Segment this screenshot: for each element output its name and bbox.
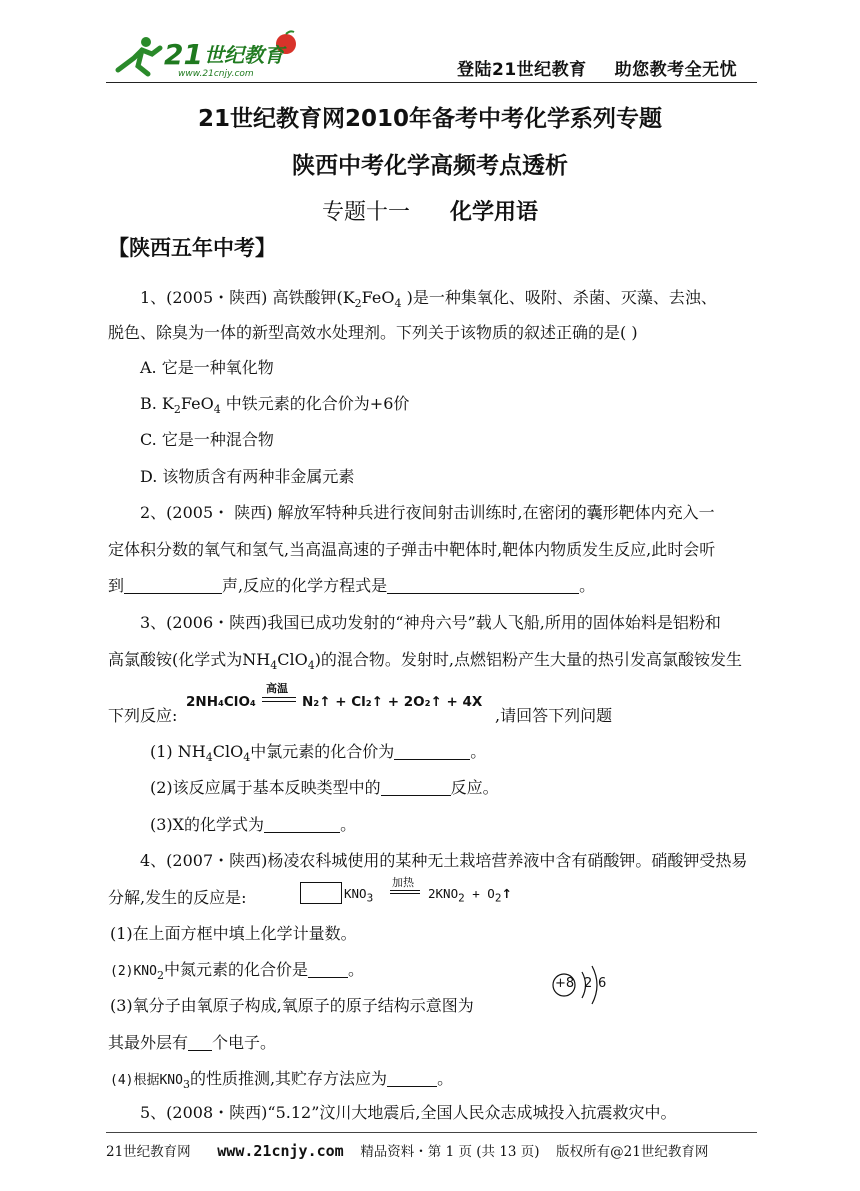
q1-option-d: D. 该物质含有两种非金属元素 [140, 467, 355, 486]
q3-sub2: (2)该反应属于基本反映类型中的 反应。 [150, 778, 499, 797]
equation-lhs: 2NH₄ClO₄ [186, 694, 256, 710]
footer-site: 21世纪教育网 [106, 1144, 191, 1160]
q1-option-a: A. 它是一种氧化物 [140, 358, 274, 377]
q1-option-b: B. $K_2FeO_4$ 中铁元素的化合价为+6价 [140, 394, 410, 417]
q3-sub1: (1) $NH_4ClO_4$中氯元素的化合价为 。 [150, 742, 487, 765]
blank[interactable] [387, 577, 579, 594]
q4-sub1: (1)在上面方框中填上化学计量数。 [110, 924, 357, 943]
atom-nucleus: +8 [555, 976, 575, 991]
sub-title: 陕西中考化学高频考点透析 [292, 153, 568, 179]
equation-rhs: N₂↑ + Cl₂↑ + 2O₂↑ + 4X [302, 694, 483, 710]
svg-text:世纪教育: 世纪教育 [204, 43, 284, 67]
atom-shell-1: 2 [584, 976, 593, 991]
main-title: 21世纪教育网2010年备考中考化学系列专题 [197, 106, 663, 132]
slogan-left: 登陆21世纪教育 [457, 60, 587, 80]
blank[interactable] [308, 961, 348, 978]
q4-sub4: (4)根据$KNO_3$的性质推测,其贮存方法应为 。 [110, 1069, 454, 1092]
blank[interactable] [188, 1034, 212, 1051]
atom-shell-2: 6 [598, 976, 607, 991]
slogan-right: 助您教考全无忧 [614, 60, 738, 80]
q4-equation [300, 876, 530, 906]
q4-line1: 4、(2007・陕西)杨凌农科城使用的某种无土栽培营养液中含有硝酸钾。硝酸钾受热易 [140, 851, 748, 870]
q3-sub3: (3)X的化学式为 。 [150, 815, 357, 834]
section-heading: 【陕西五年中考】 [108, 236, 276, 260]
blank[interactable] [387, 1070, 437, 1087]
equation-arrow [390, 890, 420, 891]
coefficient-box[interactable] [300, 882, 342, 904]
q4-sub3: (3)氧分子由氧原子构成,氧原子的原子结构示意图为 [110, 996, 474, 1015]
blank[interactable] [381, 779, 451, 796]
q2-line3: 到 声,反应的化学方程式是 。 [108, 576, 596, 595]
equation-arrow-2 [390, 893, 420, 894]
equation-arrow [262, 697, 296, 698]
topic-number: 专题十一 [321, 200, 410, 225]
equation-rhs: $2KNO_2$ + $O_2↑$ [428, 886, 512, 905]
q1-line2: 脱色、除臭为一体的新型高效水处理剂。下列关于该物质的叙述正确的是( ) [108, 323, 638, 342]
footer-divider [106, 1132, 757, 1133]
svg-text:www.21cnjy.com: www.21cnjy.com [178, 69, 254, 79]
footer [106, 1140, 708, 1160]
q2-line2: 定体积分数的氧气和氢气,当高温高速的子弹击中靶体时,靶体内物质发生反应,此时会听 [108, 540, 716, 559]
equation-condition: 加热 [392, 876, 414, 889]
topic-name: 化学用语 [450, 200, 539, 225]
q4-line2: 分解,发生的反应是: [108, 888, 247, 907]
q2-line1: 2、(2005・ 陕西) 解放军特种兵进行夜间射击训练时,在密闭的囊形靶体内充入一 [140, 503, 715, 522]
q3-equation [186, 680, 492, 716]
footer-url[interactable]: www.21cnjy.com [217, 1142, 344, 1160]
equation-lhs: $KNO_3$ [344, 886, 374, 905]
q3-line3-label: 下列反应: [108, 706, 178, 725]
q4-sub3-cont: 其最外层有 个电子。 [108, 1033, 277, 1052]
q3-line1: 3、(2006・陕西)我国已成功发射的“神舟六号”载人飞船,所用的固体始料是铝粉和 [140, 613, 721, 632]
svg-text:21: 21 [164, 38, 203, 71]
header-slogan [457, 55, 737, 80]
q5-line1: 5、(2008・陕西)“5.12”汶川大地震后,全国人民众志成城投入抗震救灾中。 [140, 1103, 677, 1122]
equation-condition: 高温 [266, 682, 288, 695]
q3-line2: 高氯酸铵(化学式为$NH_4ClO_4$)的混合物。发射时,点燃铝粉产生大量的热引发高氯酸铵发生 [108, 650, 743, 673]
blank[interactable] [394, 743, 470, 760]
header-divider [106, 82, 757, 83]
footer-copyright: 版权所有@21世纪教育网 [556, 1144, 709, 1160]
q3-line3-tail: ,请回答下列问题 [495, 706, 613, 725]
site-logo [108, 30, 308, 80]
q4-sub2: $(2)KNO_2$中氮元素的化合价是 。 [110, 960, 364, 983]
blank[interactable] [264, 816, 340, 833]
equation-arrow-2 [262, 701, 296, 702]
topic-title [0, 195, 860, 226]
q1-option-c: C. 它是一种混合物 [140, 430, 274, 449]
oxygen-atom-diagram [548, 962, 618, 1012]
q1-line1: 1、(2005・陕西) 高铁酸钾($K_2FeO_4$ )是一种集氧化、吸附、杀菌、灭藻、去浊、 [140, 288, 717, 311]
blank[interactable] [124, 577, 222, 594]
footer-page-info: 精品资料・第 1 页 (共 13 页) [360, 1144, 540, 1160]
